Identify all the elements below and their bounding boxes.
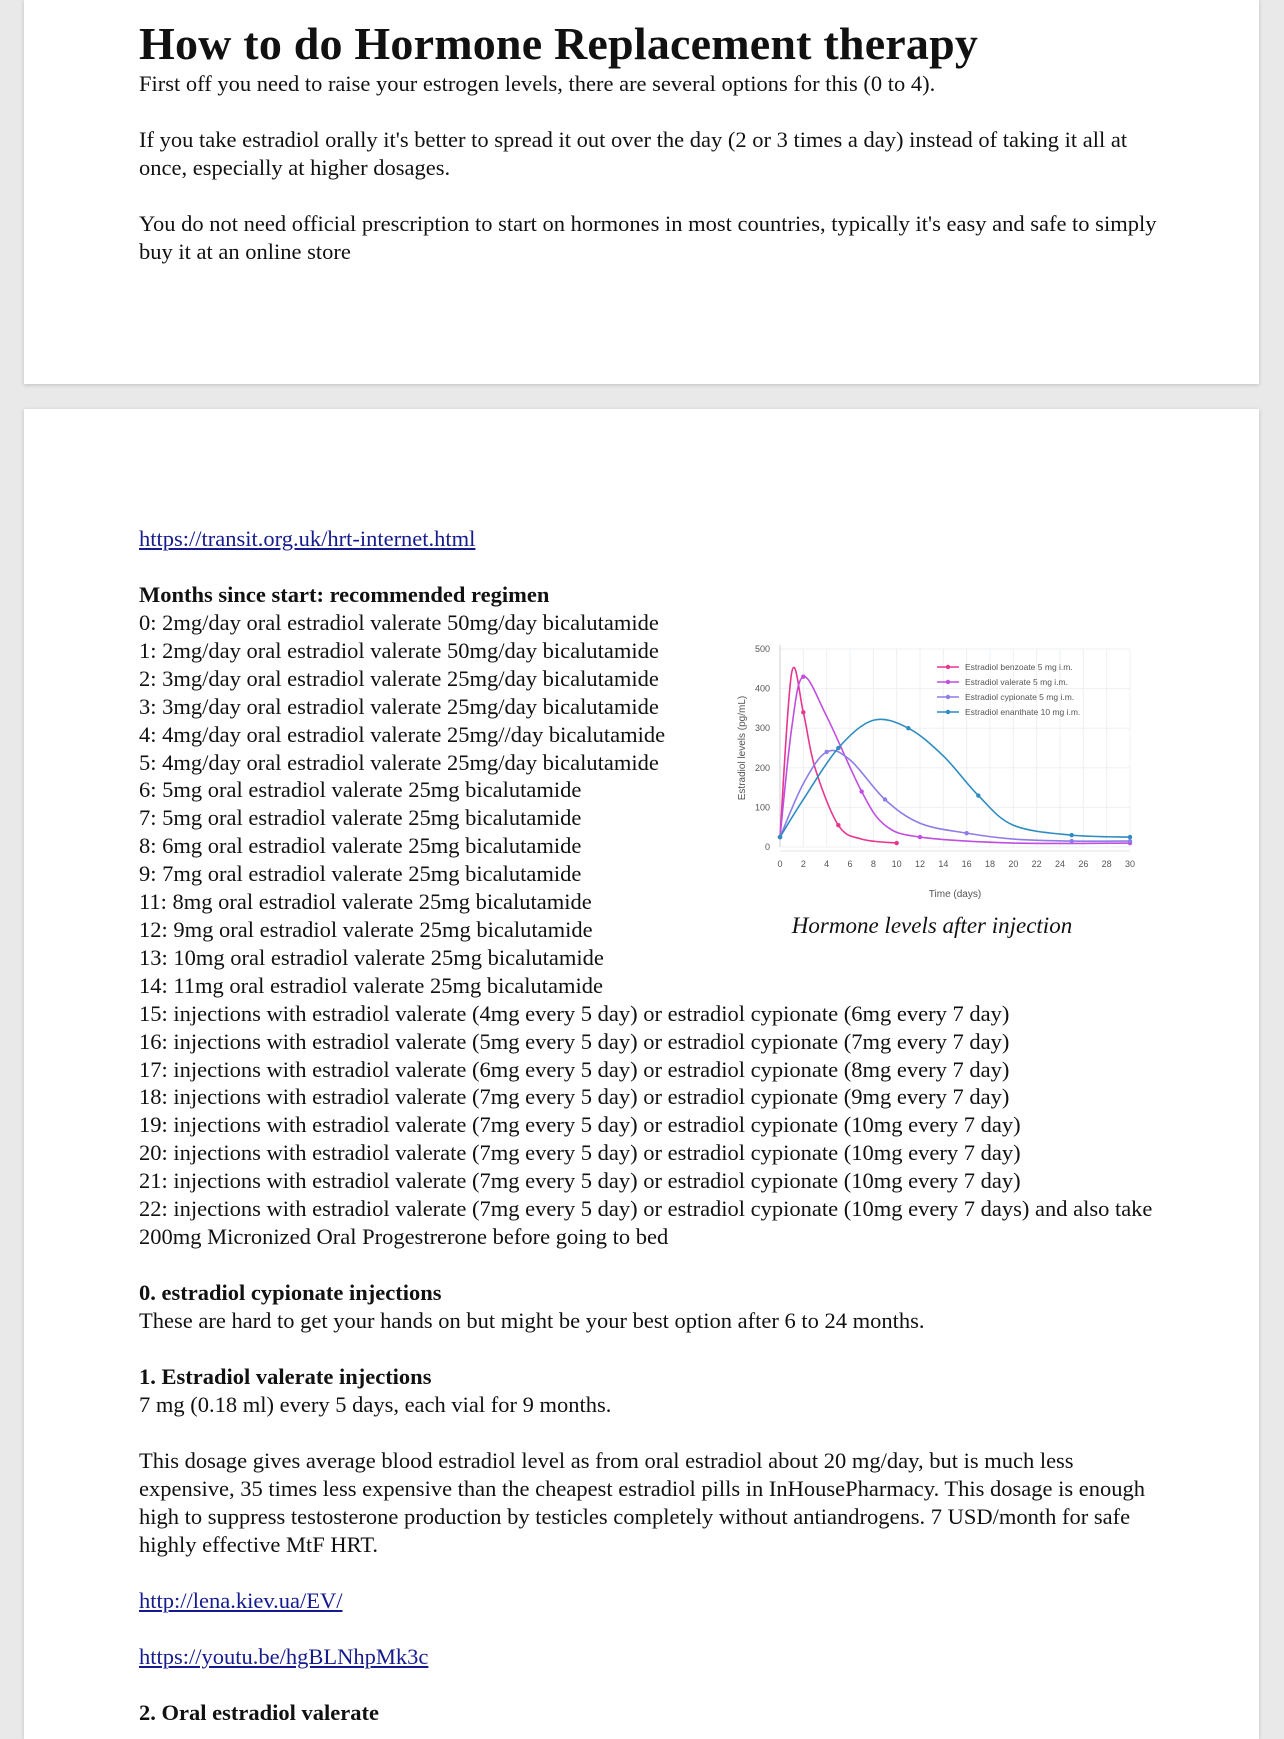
- section-1-paragraph: This dosage gives average blood estradiol level as from oral estradiol about 20 mg/day, but is much less expensive, 35 times less expensive than the cheapest estradiol pills in InHousePharmacy. This dosage is enough high to suppress testosterone production by testicles completely without antiandrogens. 7 USD/month for safe highly effective MtF HRT.: [139, 1447, 1146, 1557]
- regimen-item: 21: injections with estradiol valerate (7mg every 5 day) or estradiol cypionate (10mg every 7 day): [139, 1168, 1021, 1194]
- section-0-heading: 0. estradiol cypionate injections: [139, 1279, 442, 1305]
- data-point: [778, 835, 782, 839]
- legend-marker: [946, 695, 950, 699]
- y-tick-label: 400: [754, 683, 770, 694]
- data-point: [836, 746, 840, 750]
- regimen-item: 5: 4mg/day oral estradiol valerate 25mg/day bicalutamide: [139, 749, 659, 775]
- data-point: [1069, 833, 1073, 837]
- legend-label: Estradiol cypionate 5 mg i.m.: [965, 692, 1075, 702]
- regimen-item: 0: 2mg/day oral estradiol valerate 50mg/day bicalutamide: [139, 610, 659, 635]
- prescription-paragraph: You do not need official prescription to start on hormones in most countries, typically it's easy and safe to simply buy it at an online store: [139, 211, 1157, 264]
- data-point: [836, 823, 840, 827]
- youtube-link[interactable]: https://youtu.be/hgBLNhpMk3c: [139, 1643, 429, 1669]
- y-tick-label: 100: [754, 802, 770, 813]
- data-point: [1128, 835, 1132, 839]
- y-tick-label: 500: [754, 644, 770, 654]
- data-point: [906, 726, 910, 730]
- x-axis-label: Time (days): [928, 889, 982, 900]
- x-tick-label: 22: [1031, 859, 1042, 869]
- x-tick-label: 28: [1101, 859, 1112, 869]
- regimen-item: 8: 6mg oral estradiol valerate 25mg bicalutamide: [139, 833, 582, 859]
- chart-caption: Hormone levels after injection: [791, 913, 1073, 938]
- regimen-item: 1: 2mg/day oral estradiol valerate 50mg/day bicalutamide: [139, 637, 659, 663]
- y-tick-label: 200: [754, 762, 770, 773]
- series-line: [780, 677, 1130, 844]
- data-point: [883, 797, 887, 801]
- x-tick-label: 10: [891, 859, 902, 869]
- regimen-item: 13: 10mg oral estradiol valerate 25mg bicalutamide: [139, 944, 604, 970]
- y-axis-label: Estradiol levels (pg/mL): [737, 695, 748, 801]
- series-line: [780, 719, 1130, 837]
- legend-marker: [946, 710, 950, 714]
- x-tick-label: 4: [824, 859, 830, 869]
- regimen-item: 11: 8mg oral estradiol valerate 25mg bicalutamide: [139, 889, 592, 915]
- oral-dosing-paragraph: If you take estradiol orally it's better to spread it out over the day (2 or 3 times a day) instead of taking it all at once, especially at higher dosages.: [139, 127, 1128, 180]
- legend-label: Estradiol enanthate 10 mg i.m.: [965, 707, 1081, 717]
- regimen-item: 19: injections with estradiol valerate (7mg every 5 day) or estradiol cypionate (10mg every 7 day): [139, 1112, 1021, 1138]
- regimen-heading: Months since start: recommended regimen: [139, 582, 550, 607]
- data-point: [1128, 839, 1132, 843]
- section-1-heading: 1. Estradiol valerate injections: [139, 1363, 432, 1389]
- regimen-item: 6: 5mg oral estradiol valerate 25mg bicalutamide: [139, 777, 582, 803]
- data-point: [918, 835, 922, 839]
- regimen-item: 17: injections with estradiol valerate (6mg every 5 day) or estradiol cypionate (8mg every 7 day): [139, 1056, 1010, 1082]
- legend-marker: [946, 665, 950, 669]
- y-tick-label: 300: [754, 723, 770, 734]
- regimen-item: 22: injections with estradiol valerate (7mg every 5 day) or estradiol cypionate (10mg every 7 days) and also take 200mg Micronized Oral Progestrerone before going to bed: [139, 1196, 1153, 1249]
- data-point: [976, 793, 980, 797]
- x-tick-label: 8: [870, 859, 876, 869]
- regimen-item: 14: 11mg oral estradiol valerate 25mg bicalutamide: [139, 972, 604, 998]
- data-point: [859, 789, 863, 793]
- intro-paragraph: First off you need to raise your estrogen levels, there are several options for this (0 to 4).: [139, 71, 936, 96]
- x-tick-label: 0: [777, 859, 783, 869]
- y-tick-label: 0: [764, 842, 770, 852]
- x-tick-label: 14: [938, 859, 949, 869]
- transit-link[interactable]: https://transit.org.uk/hrt-internet.html: [139, 526, 476, 551]
- document-page-2: [24, 409, 1259, 1739]
- x-tick-label: 16: [961, 859, 972, 869]
- section-1-text: 7 mg (0.18 ml) every 5 days, each vial for 9 months.: [139, 1391, 612, 1417]
- regimen-item: 9: 7mg oral estradiol valerate 25mg bicalutamide: [139, 861, 582, 887]
- x-tick-label: 18: [984, 859, 996, 869]
- document-page-1: [24, 0, 1259, 384]
- hormone-levels-chart: [722, 617, 1142, 947]
- regimen-item: 7: 5mg oral estradiol valerate 25mg bicalutamide: [139, 805, 582, 831]
- data-point: [801, 710, 805, 714]
- regimen-item: 20: injections with estradiol valerate (7mg every 5 day) or estradiol cypionate (10mg every 7 day): [139, 1140, 1021, 1166]
- page-title: How to do Hormone Replacement therapy: [139, 18, 979, 69]
- x-tick-label: 12: [914, 859, 926, 869]
- data-point: [1069, 839, 1073, 843]
- regimen-item: 4: 4mg/day oral estradiol valerate 25mg//day bicalutamide: [139, 721, 666, 747]
- legend-marker: [946, 680, 950, 684]
- chart-svg: [722, 617, 1142, 917]
- x-tick-label: 20: [1008, 859, 1019, 869]
- x-tick-label: 26: [1078, 859, 1089, 869]
- regimen-item: 18: injections with estradiol valerate (7mg every 5 day) or estradiol cypionate (9mg every 7 day): [139, 1084, 1010, 1110]
- x-tick-label: 2: [800, 859, 806, 869]
- lena-link[interactable]: http://lena.kiev.ua/EV/: [139, 1587, 343, 1613]
- regimen-item: 15: injections with estradiol valerate (4mg every 5 day) or estradiol cypionate (6mg every 7 day): [139, 1000, 1010, 1026]
- regimen-item: 3: 3mg/day oral estradiol valerate 25mg/day bicalutamide: [139, 693, 659, 719]
- x-tick-label: 30: [1124, 859, 1136, 869]
- series-line: [780, 750, 1130, 841]
- data-point: [801, 675, 805, 679]
- x-tick-label: 6: [847, 859, 853, 869]
- legend-label: Estradiol valerate 5 mg i.m.: [965, 677, 1068, 687]
- x-tick-label: 24: [1054, 859, 1066, 869]
- data-point: [964, 831, 968, 835]
- section-2-heading: 2. Oral estradiol valerate: [139, 1699, 379, 1725]
- data-point: [824, 750, 828, 754]
- regimen-item: 16: injections with estradiol valerate (5mg every 5 day) or estradiol cypionate (7mg every 7 day): [139, 1028, 1010, 1054]
- regimen-item: 12: 9mg oral estradiol valerate 25mg bicalutamide: [139, 916, 593, 942]
- section-0-text: These are hard to get your hands on but might be your best option after 6 to 24 months.: [139, 1307, 925, 1333]
- data-point: [894, 841, 898, 845]
- legend-label: Estradiol benzoate 5 mg i.m.: [965, 662, 1073, 672]
- regimen-item: 2: 3mg/day oral estradiol valerate 25mg/day bicalutamide: [139, 665, 659, 691]
- page-1-content: [139, 18, 1159, 266]
